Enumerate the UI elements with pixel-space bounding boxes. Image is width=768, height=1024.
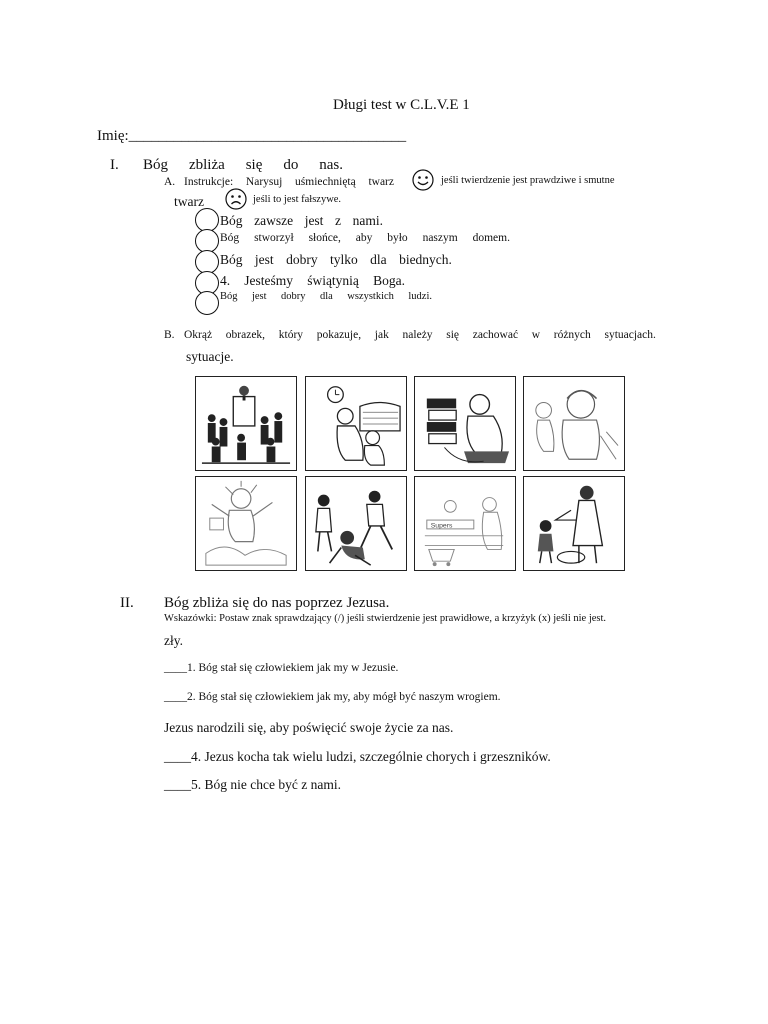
true-false-item-5[interactable]: ____5. Bóg nie chce być z nami.: [164, 777, 341, 792]
instruction-word: zachować: [472, 329, 519, 341]
part-a-letter: A.: [164, 176, 176, 188]
instruction-word: Narysuj: [245, 176, 283, 188]
statement-3: [220, 252, 452, 268]
statement-word: nami.: [352, 213, 383, 228]
instruction-word: jak: [374, 329, 389, 341]
statement-word: naszym: [422, 232, 458, 244]
statement-word: tylko: [329, 252, 358, 267]
part-b-letter: B.: [164, 329, 175, 341]
instruction-word: uśmiechniętą: [295, 176, 356, 188]
instruction-word: należy: [402, 329, 433, 341]
instruction-word: w: [531, 329, 541, 341]
statement-2: [220, 232, 510, 244]
instruction-false-text: jeśli to jest fałszywe.: [253, 194, 342, 205]
section-1-heading: [143, 157, 343, 174]
statement-word: Boga.: [373, 273, 405, 288]
instruction-face-word: twarz: [174, 194, 204, 209]
statement-word: Bóg: [220, 252, 243, 267]
statement-word: ludzi.: [408, 291, 432, 302]
picture-girl-crying[interactable]: [523, 376, 625, 471]
statement-word: wszystkich: [347, 291, 394, 302]
smiley-face-icon: [411, 168, 435, 192]
picture-child-tantrum[interactable]: [195, 476, 297, 571]
instruction-word: twarz: [368, 176, 394, 188]
true-false-item-1[interactable]: ____1. Bóg stał się człowiekiem jak my w Jezusie.: [164, 662, 399, 674]
part-b-continuation: sytuacje.: [186, 349, 234, 364]
statement-word: dobry: [281, 291, 306, 302]
section-2-instructions-continued: zły.: [164, 633, 183, 648]
picture-boys-fighting[interactable]: [305, 476, 407, 571]
answer-circle[interactable]: [195, 291, 219, 315]
heading-word: się: [245, 157, 263, 173]
true-false-item-2[interactable]: ____2. Bóg stał się człowiekiem jak my, aby mógł być naszym wrogiem.: [164, 691, 501, 703]
statement-word: było: [387, 232, 408, 244]
statement-word: jest: [254, 252, 274, 267]
statement-word: Jesteśmy: [244, 273, 294, 288]
statement-word: dla: [370, 252, 387, 267]
statement-word: stworzył: [254, 232, 294, 244]
statement-word: aby: [355, 232, 373, 244]
statement-word: Bóg: [220, 291, 238, 302]
instruction-word: się: [446, 329, 460, 341]
true-false-item-3[interactable]: Jezus narodzili się, aby poświęcić swoje życie za nas.: [164, 720, 454, 735]
statement-word: domem.: [472, 232, 510, 244]
statement-word: Bóg: [220, 213, 243, 228]
heading-word: do: [283, 157, 299, 173]
section-2-number: II.: [120, 595, 134, 611]
instruction-word: pokazuje,: [316, 329, 362, 341]
picture-supermarket[interactable]: [414, 476, 516, 571]
statement-word: dla: [319, 291, 333, 302]
instruction-word: sytuacjach.: [604, 329, 656, 341]
true-false-item-4[interactable]: ____4. Jezus kocha tak wielu ludzi, szczególnie chorych i grzeszników.: [164, 749, 551, 764]
heading-word: zbliża: [188, 157, 225, 173]
statement-word: biednych.: [399, 252, 452, 267]
supermarket-sign: Supers: [430, 522, 453, 530]
instruction-word: Okrąż: [184, 329, 213, 341]
picture-child-praying[interactable]: [305, 376, 407, 471]
section-2-instructions: Wskazówki: Postaw znak sprawdzający (/) jeśli stwierdzenie jest prawidłowe, a krzyżyk (x) jeśli nie jest.: [164, 613, 607, 624]
section-2-heading: Bóg zbliża się do nas poprzez Jezusa.: [164, 595, 390, 611]
heading-word: Bóg: [143, 157, 169, 173]
sad-face-icon: [224, 187, 248, 211]
instruction-word: Instrukcje:: [184, 176, 234, 188]
statement-word: świątynią: [307, 273, 359, 288]
statement-word: jest: [304, 213, 324, 228]
instruction-true-text: jeśli twierdzenie jest prawdziwe i smutne: [441, 175, 615, 186]
statement-word: 4.: [220, 273, 231, 288]
picture-boy-reading[interactable]: [414, 376, 516, 471]
statement-4: [220, 273, 405, 289]
statement-1: [220, 213, 383, 229]
statement-word: Bóg: [220, 232, 240, 244]
heading-word: nas.: [319, 157, 343, 173]
statement-word: jest: [251, 291, 267, 302]
statement-word: dobry: [286, 252, 318, 267]
statement-word: zawsze: [254, 213, 294, 228]
part-a-instructions: [184, 176, 394, 188]
part-b-instructions: [184, 329, 656, 341]
statement-5: [220, 291, 432, 302]
statement-word: z: [335, 213, 342, 228]
picture-mother-laundry[interactable]: [523, 476, 625, 571]
page-title: Długi test w C.L.V.E 1: [333, 97, 470, 113]
instruction-word: obrazek,: [225, 329, 266, 341]
instruction-word: który: [278, 329, 304, 341]
name-line[interactable]: Imię:_____________________________________: [97, 128, 407, 144]
statement-word: słońce,: [308, 232, 341, 244]
section-1-number: I.: [110, 157, 119, 173]
picture-church-congregation[interactable]: [195, 376, 297, 471]
instruction-word: różnych: [553, 329, 591, 341]
